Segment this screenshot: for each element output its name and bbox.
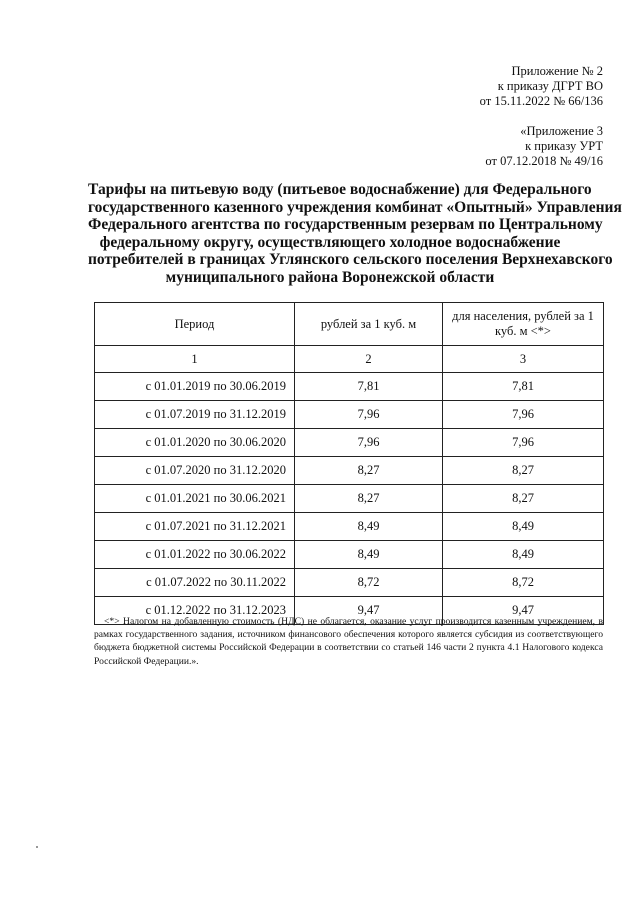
- appendix-3-line-1: «Приложение 3: [520, 124, 603, 138]
- title-line: Тарифы на питьевую воду (питьевое водоснабжение) для Федерального: [88, 181, 592, 198]
- population-rate-cell: 7,96: [443, 429, 604, 457]
- title-line: государственного казенного учреждения комбинат «Опытный» Управления: [88, 198, 622, 216]
- population-rate-cell: 8,72: [443, 569, 604, 597]
- period-cell: с 01.12.2022 по 31.12.2023: [95, 597, 295, 625]
- population-rate-cell: 7,81: [443, 373, 604, 401]
- appendix-3-line-2: к приказу УРТ: [525, 139, 603, 153]
- appendix-3-line-3: от 07.12.2018 № 49/16: [485, 154, 603, 168]
- population-rate-cell: 8,49: [443, 541, 604, 569]
- rate-cell: 7,96: [295, 429, 443, 457]
- table-row: [95, 541, 604, 569]
- rate-cell: 9,47: [295, 597, 443, 625]
- period-cell: с 01.07.2020 по 31.12.2020: [95, 457, 295, 485]
- period-cell: с 01.01.2021 по 30.06.2021: [95, 485, 295, 513]
- appendix-2-line-3: от 15.11.2022 № 66/136: [479, 94, 603, 108]
- column-number: 3: [443, 346, 604, 373]
- rate-cell: 7,96: [295, 401, 443, 429]
- column-number: 1: [95, 346, 295, 373]
- table-row: [95, 401, 604, 429]
- footnote-text: <*> Налогом на добавленную стоимость (НДС) не облагается, оказание услуг производится казенным учреждением, в рамках государственного задания, источником финансового обеспечения которого является субсидия из соответствующего бюджета бюджетной системы Российской Федерации в соответствии со статьей 146 части 2 пункта 4.1 Налогового кодекса Российской Федерации.».: [94, 616, 603, 667]
- title-line: федеральному округу, осуществляющего холодное водоснабжение: [99, 233, 561, 251]
- column-header-rate: рублей за 1 куб. м: [295, 303, 443, 346]
- rate-cell: 8,49: [295, 513, 443, 541]
- title-line: потребителей в границах Углянского сельского поселения Верхнехавского: [88, 251, 613, 268]
- column-number-row: [95, 346, 604, 373]
- scan-speck: [36, 846, 38, 848]
- table-row: [95, 429, 604, 457]
- population-rate-cell: 8,27: [443, 457, 604, 485]
- appendix-2-line-2: к приказу ДГРТ ВО: [497, 79, 603, 93]
- column-header-period: Период: [95, 303, 295, 346]
- period-cell: с 01.07.2019 по 31.12.2019: [95, 401, 295, 429]
- table-row: [95, 373, 604, 401]
- table-row: [95, 569, 604, 597]
- document-title: [88, 181, 622, 286]
- rate-cell: 8,72: [295, 569, 443, 597]
- table-header-row: [95, 303, 604, 346]
- title-line: муниципального района Воронежской области: [165, 268, 495, 286]
- title-line: Федерального агентства по государственным резервам по Центральному: [88, 216, 603, 233]
- rate-cell: 8,27: [295, 457, 443, 485]
- tariff-table: [94, 302, 604, 625]
- appendix-2-reference: [480, 64, 603, 109]
- period-cell: с 01.01.2022 по 30.06.2022: [95, 541, 295, 569]
- period-cell: с 01.07.2021 по 31.12.2021: [95, 513, 295, 541]
- table-row: [95, 457, 604, 485]
- table-row: [95, 485, 604, 513]
- period-cell: с 01.01.2019 по 30.06.2019: [95, 373, 295, 401]
- rate-cell: 7,81: [295, 373, 443, 401]
- rate-cell: 8,49: [295, 541, 443, 569]
- population-rate-cell: 8,27: [443, 485, 604, 513]
- population-rate-cell: 8,49: [443, 513, 604, 541]
- table-row: [95, 513, 604, 541]
- appendix-2-line-1: Приложение № 2: [511, 64, 603, 78]
- population-rate-cell: 7,96: [443, 401, 604, 429]
- period-cell: с 01.07.2022 по 30.11.2022: [95, 569, 295, 597]
- column-number: 2: [295, 346, 443, 373]
- period-cell: с 01.01.2020 по 30.06.2020: [95, 429, 295, 457]
- rate-cell: 8,27: [295, 485, 443, 513]
- footnote: [94, 615, 603, 668]
- appendix-3-reference: [485, 124, 603, 169]
- population-rate-cell: 9,47: [443, 597, 604, 625]
- column-header-population-rate: для населения, рублей за 1 куб. м <*>: [443, 303, 604, 346]
